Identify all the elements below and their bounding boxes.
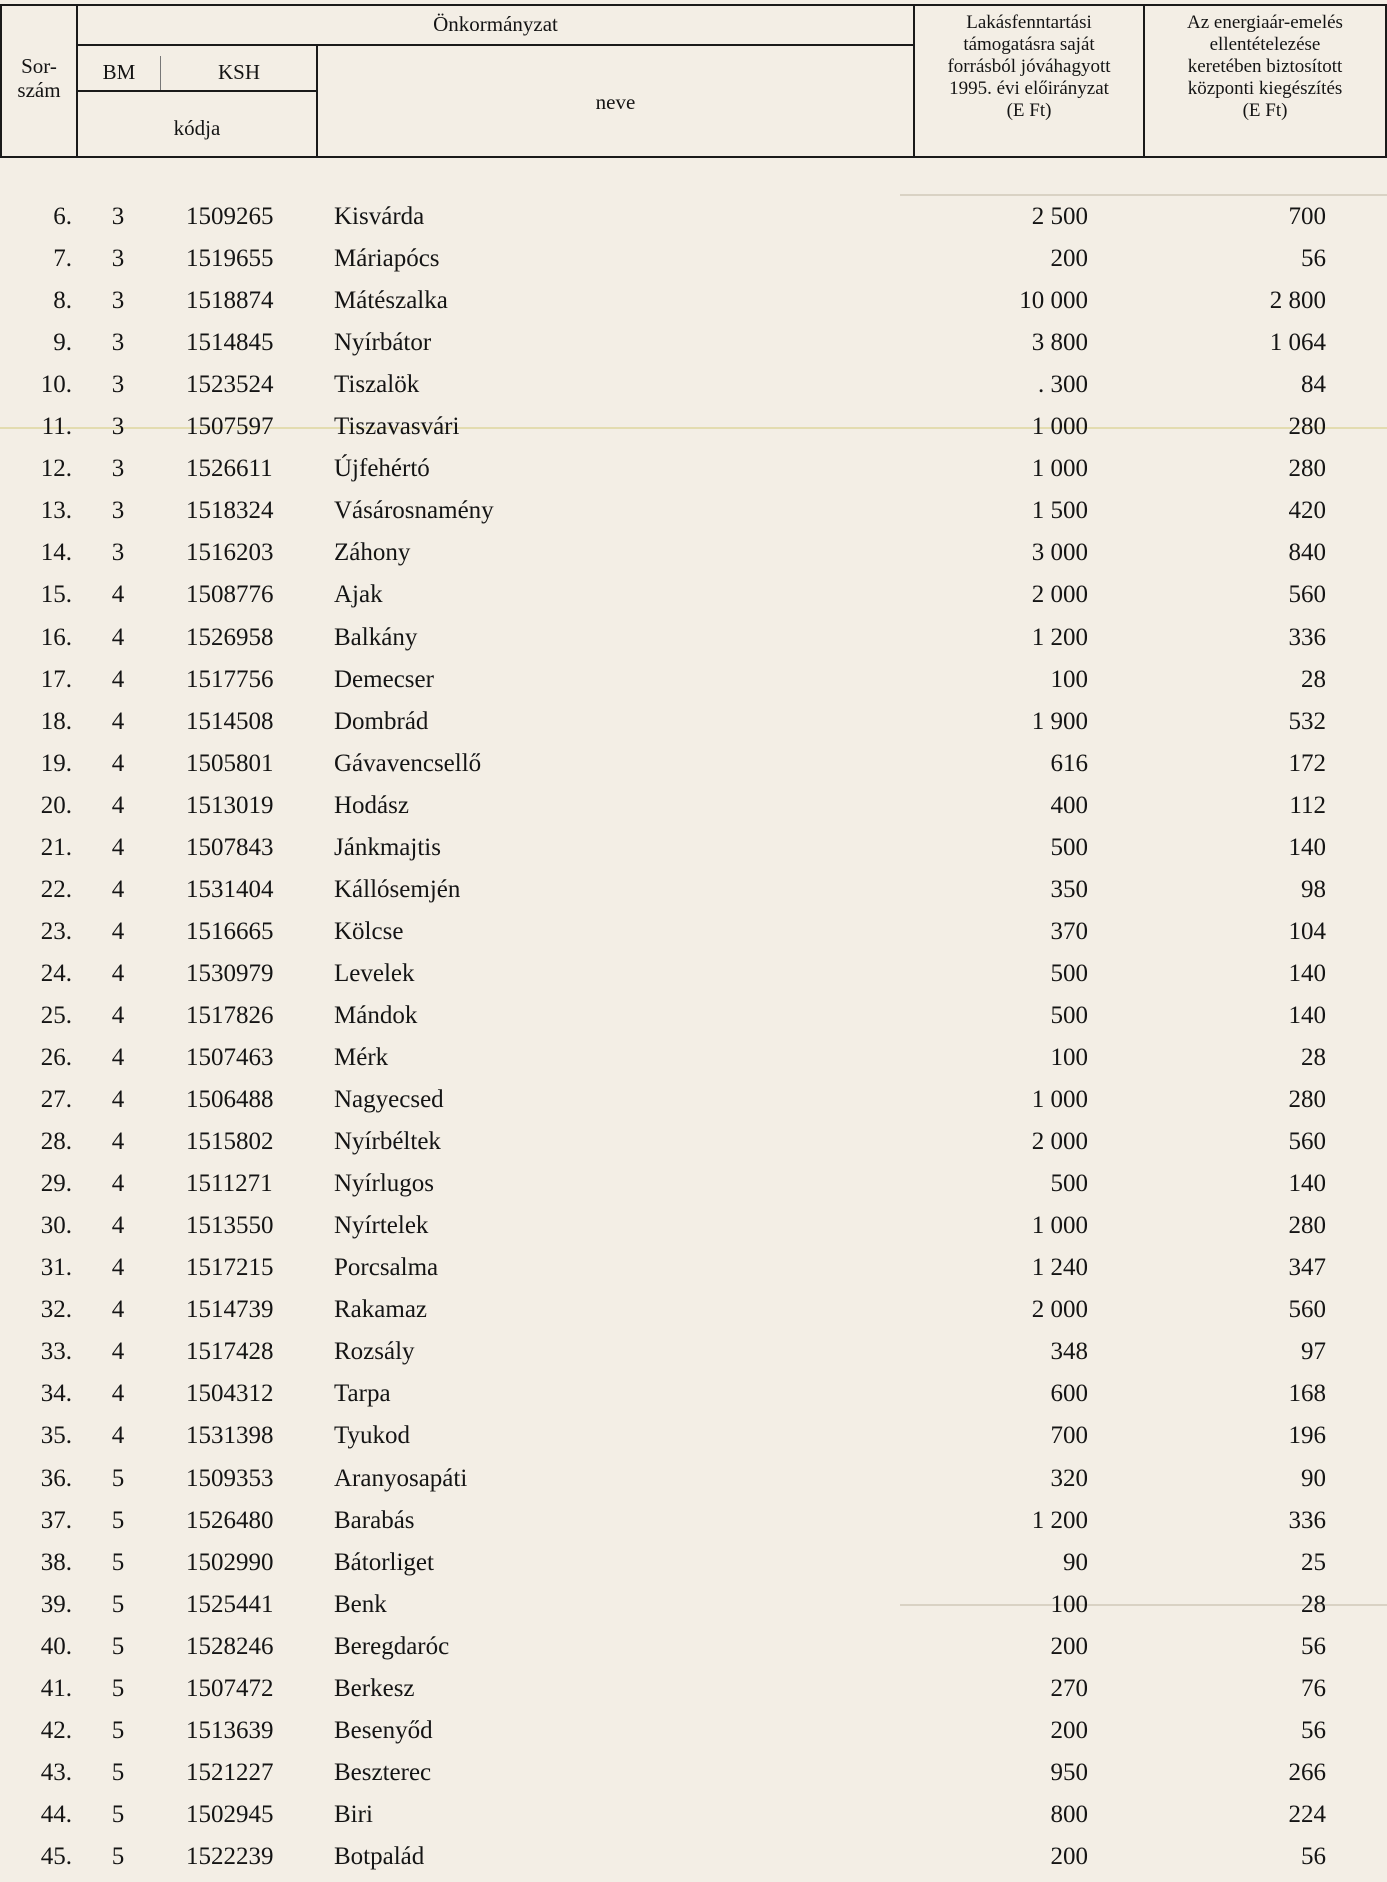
row-sorszam: 26. <box>40 1044 72 1071</box>
row-sorszam: 6. <box>53 203 72 230</box>
row-name: Bátorliget <box>334 1548 434 1576</box>
row-value-a: 100 <box>1050 665 1088 693</box>
table-row <box>0 1500 1387 1542</box>
row-value-a: 3 800 <box>1031 329 1088 357</box>
row-bm: 4 <box>111 917 125 945</box>
row-value-a: 500 <box>1050 1170 1088 1198</box>
row-name: Kisvárda <box>334 203 425 230</box>
table-header <box>0 4 1387 158</box>
row-value-b: 532 <box>1288 707 1326 735</box>
row-name: Jánkmajtis <box>334 833 441 861</box>
row-ksh-code: 1508776 <box>186 581 274 609</box>
row-bm: 3 <box>111 455 125 483</box>
row-sorszam: 25. <box>40 1001 72 1029</box>
row-value-b: 104 <box>1288 917 1326 945</box>
table-row <box>0 1794 1387 1836</box>
row-bm: 4 <box>111 1338 125 1366</box>
row-bm: 4 <box>111 749 125 777</box>
row-bm: 4 <box>111 1170 125 1198</box>
row-ksh-code: 1514739 <box>186 1296 274 1324</box>
row-value-b: 560 <box>1288 581 1326 609</box>
row-bm: 3 <box>111 497 125 525</box>
row-sorszam: 42. <box>40 1716 72 1744</box>
row-name: Botpalád <box>334 1842 425 1870</box>
row-value-b: 280 <box>1288 1086 1326 1114</box>
row-sorszam: 8. <box>53 287 72 315</box>
row-value-a: 950 <box>1050 1758 1088 1786</box>
table-row <box>0 1542 1387 1584</box>
row-name: Kölcse <box>334 917 404 945</box>
row-value-b: 28 <box>1301 1044 1326 1071</box>
row-bm: 4 <box>111 1296 125 1324</box>
row-name: Máriapócs <box>334 245 440 273</box>
table-row <box>0 1205 1387 1247</box>
row-ksh-code: 1502990 <box>186 1548 274 1576</box>
row-ksh-code: 1526480 <box>186 1506 274 1534</box>
row-value-a: 500 <box>1050 1001 1088 1029</box>
row-value-b: 140 <box>1288 1170 1326 1198</box>
row-bm: 4 <box>111 623 125 651</box>
row-sorszam: 18. <box>40 707 72 735</box>
row-value-b: 56 <box>1301 245 1326 273</box>
row-name: Berkesz <box>334 1674 415 1702</box>
row-ksh-code: 1526611 <box>186 455 273 483</box>
table-row <box>0 1458 1387 1500</box>
row-value-b: 347 <box>1288 1254 1326 1282</box>
row-value-a: 1 000 <box>1031 413 1088 441</box>
row-name: Nyírlugos <box>334 1170 434 1198</box>
row-ksh-code: 1507472 <box>186 1674 274 1702</box>
row-ksh-code: 1517756 <box>186 665 274 693</box>
row-bm: 4 <box>111 1380 125 1408</box>
table-row <box>0 1626 1387 1668</box>
row-bm: 3 <box>111 371 125 399</box>
row-name: Porcsalma <box>334 1254 439 1282</box>
row-name: Demecser <box>334 665 434 693</box>
row-bm: 3 <box>111 203 125 230</box>
row-sorszam: 30. <box>40 1212 72 1240</box>
row-value-b: 28 <box>1301 1590 1326 1618</box>
row-value-a: 500 <box>1050 959 1088 987</box>
row-value-a: 2 500 <box>1031 203 1088 230</box>
row-sorszam: 23. <box>40 917 72 945</box>
row-sorszam: 43. <box>40 1758 72 1786</box>
row-bm: 4 <box>111 1422 125 1450</box>
row-value-a: 350 <box>1050 875 1088 903</box>
row-value-a: 500 <box>1050 833 1088 861</box>
row-bm: 5 <box>111 1674 125 1702</box>
table-row <box>0 1247 1387 1289</box>
row-name: Tyukod <box>334 1422 411 1450</box>
row-name: Beregdaróc <box>334 1632 450 1660</box>
row-ksh-code: 1531398 <box>186 1422 274 1450</box>
row-ksh-code: 1528246 <box>186 1632 274 1660</box>
row-value-b: 280 <box>1288 413 1326 441</box>
row-sorszam: 13. <box>40 497 72 525</box>
row-ksh-code: 1522239 <box>186 1842 274 1870</box>
row-value-b: 2 800 <box>1269 287 1326 315</box>
row-value-b: 266 <box>1288 1758 1326 1786</box>
row-name: Nyírtelek <box>334 1212 429 1240</box>
row-sorszam: 35. <box>40 1422 72 1450</box>
row-bm: 5 <box>111 1800 125 1828</box>
row-value-a: 1 000 <box>1031 1086 1088 1114</box>
row-ksh-code: 1518324 <box>186 497 274 525</box>
row-value-a: 348 <box>1050 1338 1088 1366</box>
row-ksh-code: 1509353 <box>186 1464 274 1492</box>
row-bm: 4 <box>111 875 125 903</box>
row-value-b: 140 <box>1288 833 1326 861</box>
row-value-b: 420 <box>1288 497 1326 525</box>
row-bm: 3 <box>111 329 125 357</box>
row-value-b: 112 <box>1289 791 1326 819</box>
row-bm: 3 <box>111 413 125 441</box>
row-sorszam: 28. <box>40 1128 72 1156</box>
row-value-b: 280 <box>1288 455 1326 483</box>
row-value-a: 400 <box>1050 791 1088 819</box>
row-sorszam: 38. <box>40 1548 72 1576</box>
row-ksh-code: 1513550 <box>186 1212 274 1240</box>
row-value-b: 84 <box>1301 371 1326 399</box>
row-sorszam: 7. <box>53 245 72 273</box>
row-value-b: 336 <box>1288 623 1326 651</box>
row-name: Biri <box>334 1800 373 1828</box>
row-value-b: 56 <box>1301 1842 1326 1870</box>
row-sorszam: 11. <box>41 413 72 441</box>
row-ksh-code: 1513019 <box>186 791 274 819</box>
table-row <box>0 574 1387 616</box>
row-sorszam: 34. <box>40 1380 72 1408</box>
table-row <box>0 659 1387 701</box>
row-ksh-code: 1502945 <box>186 1800 274 1828</box>
row-value-a: 1 000 <box>1031 455 1088 483</box>
table-row <box>0 995 1387 1037</box>
row-value-b: 56 <box>1301 1716 1326 1744</box>
table-row <box>0 238 1387 280</box>
row-bm: 4 <box>111 665 125 693</box>
row-name: Nyírbéltek <box>334 1128 441 1156</box>
row-ksh-code: 1514845 <box>186 329 274 357</box>
row-value-a: 100 <box>1050 1044 1088 1071</box>
table-row <box>0 490 1387 532</box>
row-sorszam: 9. <box>53 329 72 357</box>
row-ksh-code: 1519655 <box>186 245 274 273</box>
row-name: Kállósemjén <box>334 875 461 903</box>
row-name: Mátészalka <box>334 287 448 315</box>
table-row <box>0 869 1387 911</box>
row-name: Barabás <box>334 1506 415 1534</box>
row-value-b: 172 <box>1288 749 1326 777</box>
row-sorszam: 31. <box>40 1254 72 1282</box>
row-ksh-code: 1507597 <box>186 413 274 441</box>
row-value-b: 140 <box>1288 959 1326 987</box>
row-ksh-code: 1506488 <box>186 1086 274 1114</box>
row-name: Gávavencsellő <box>334 749 482 777</box>
row-ksh-code: 1507463 <box>186 1044 274 1071</box>
row-bm: 4 <box>111 707 125 735</box>
row-ksh-code: 1514508 <box>186 707 274 735</box>
row-bm: 5 <box>111 1758 125 1786</box>
row-sorszam: 12. <box>40 455 72 483</box>
row-value-a: 2 000 <box>1031 1128 1088 1156</box>
row-bm: 4 <box>111 1212 125 1240</box>
row-name: Rakamaz <box>334 1296 428 1324</box>
row-ksh-code: 1526958 <box>186 623 274 651</box>
row-value-b: 25 <box>1301 1548 1326 1576</box>
table-row <box>0 1331 1387 1373</box>
table-row <box>0 448 1387 490</box>
row-name: Tarpa <box>334 1380 391 1408</box>
row-value-a: 700 <box>1050 1422 1088 1450</box>
row-ksh-code: 1513639 <box>186 1716 274 1744</box>
header-neve: neve <box>595 90 636 114</box>
row-ksh-code: 1517826 <box>186 1001 274 1029</box>
row-name: Nyírbátor <box>334 329 432 357</box>
row-value-a: 616 <box>1050 749 1088 777</box>
row-value-a: 2 000 <box>1031 1296 1088 1324</box>
row-value-a: 1 000 <box>1031 1212 1088 1240</box>
row-sorszam: 41. <box>40 1674 72 1702</box>
row-value-b: 97 <box>1301 1338 1326 1366</box>
table-row <box>0 1037 1387 1079</box>
row-ksh-code: 1523524 <box>186 371 274 399</box>
row-name: Tiszavasvári <box>334 413 460 441</box>
row-bm: 5 <box>111 1590 125 1618</box>
row-value-a: 1 200 <box>1031 1506 1088 1534</box>
row-value-b: 98 <box>1301 875 1326 903</box>
row-sorszam: 15. <box>40 581 72 609</box>
row-ksh-code: 1505801 <box>186 749 274 777</box>
row-value-b: 840 <box>1288 539 1326 567</box>
row-sorszam: 14. <box>40 539 72 567</box>
row-value-b: 196 <box>1288 1422 1326 1450</box>
row-sorszam: 17. <box>40 665 72 693</box>
row-bm: 4 <box>111 959 125 987</box>
row-value-b: 140 <box>1288 1001 1326 1029</box>
row-bm: 4 <box>111 1086 125 1114</box>
row-bm: 4 <box>111 1254 125 1282</box>
row-name: Nagyecsed <box>334 1086 444 1114</box>
row-bm: 5 <box>111 1632 125 1660</box>
row-bm: 3 <box>111 287 125 315</box>
row-ksh-code: 1517428 <box>186 1338 274 1366</box>
row-value-a: 100 <box>1050 1590 1088 1618</box>
row-name: Mándok <box>334 1001 418 1029</box>
row-value-b: 560 <box>1288 1296 1326 1324</box>
row-value-a: 1 900 <box>1031 707 1088 735</box>
header-onkormanyzat: Önkormányzat <box>433 12 558 36</box>
row-sorszam: 10. <box>40 371 72 399</box>
row-value-b: 1 064 <box>1269 329 1326 357</box>
row-name: Besenyőd <box>334 1716 433 1744</box>
table-row <box>0 743 1387 785</box>
row-sorszam: 33. <box>40 1338 72 1366</box>
row-value-a: 200 <box>1050 1632 1088 1660</box>
header-col-a: Lakásfenntartási támogatásra saját forrásból jóváhagyott 1995. évi előirányzat (E Ft) <box>947 12 1111 121</box>
row-bm: 4 <box>111 1044 125 1071</box>
row-sorszam: 40. <box>40 1632 72 1660</box>
table-row <box>0 827 1387 869</box>
row-bm: 5 <box>111 1842 125 1870</box>
table-row <box>0 617 1387 659</box>
row-value-a: 270 <box>1050 1674 1088 1702</box>
row-value-a: 90 <box>1063 1548 1088 1576</box>
row-ksh-code: 1509265 <box>186 203 274 230</box>
row-value-a: 1 200 <box>1031 623 1088 651</box>
table-row <box>0 1079 1387 1121</box>
row-ksh-code: 1515802 <box>186 1128 274 1156</box>
header-col-b: Az energiaár-emelés ellentételezése keretében biztosított központi kiegészítés (E Ft) <box>1187 12 1343 121</box>
row-value-b: 56 <box>1301 1632 1326 1660</box>
row-value-b: 560 <box>1288 1128 1326 1156</box>
header-ksh: KSH <box>217 60 260 84</box>
row-value-a: 370 <box>1050 917 1088 945</box>
row-value-a: 3 000 <box>1031 539 1088 567</box>
row-sorszam: 22. <box>40 875 72 903</box>
table-row <box>0 1752 1387 1794</box>
table-row <box>0 1163 1387 1205</box>
row-bm: 5 <box>111 1716 125 1744</box>
row-sorszam: 20. <box>40 791 72 819</box>
row-bm: 5 <box>111 1506 125 1534</box>
table-row <box>0 1710 1387 1752</box>
row-sorszam: 44. <box>40 1800 72 1828</box>
row-name: Hodász <box>334 791 409 819</box>
row-sorszam: 27. <box>40 1086 72 1114</box>
row-value-a: 1 500 <box>1031 497 1088 525</box>
table-row <box>0 322 1387 364</box>
row-value-a: 200 <box>1050 1716 1088 1744</box>
row-name: Levelek <box>334 959 415 987</box>
table-row <box>0 280 1387 322</box>
row-value-a: 1 240 <box>1031 1254 1088 1282</box>
row-value-b: 168 <box>1288 1380 1326 1408</box>
row-value-b: 28 <box>1301 665 1326 693</box>
header-bm: BM <box>102 60 136 84</box>
row-bm: 4 <box>111 1128 125 1156</box>
table-row <box>0 1121 1387 1163</box>
row-ksh-code: 1516203 <box>186 539 274 567</box>
row-sorszam: 21. <box>40 833 72 861</box>
row-ksh-code: 1516665 <box>186 917 274 945</box>
row-value-b: 76 <box>1301 1674 1326 1702</box>
row-value-a: 2 000 <box>1031 581 1088 609</box>
row-value-b: 224 <box>1288 1800 1326 1828</box>
row-name: Tiszalök <box>334 371 420 399</box>
row-ksh-code: 1518874 <box>186 287 274 315</box>
row-ksh-code: 1511271 <box>186 1170 273 1198</box>
row-value-a: 600 <box>1050 1380 1088 1408</box>
row-sorszam: 32. <box>40 1296 72 1324</box>
table-row <box>0 911 1387 953</box>
row-ksh-code: 1507843 <box>186 833 274 861</box>
row-value-a: 800 <box>1050 1800 1088 1828</box>
row-ksh-code: 1504312 <box>186 1380 274 1408</box>
row-name: Benk <box>334 1590 387 1618</box>
table-row <box>0 406 1387 448</box>
row-value-b: 90 <box>1301 1464 1326 1492</box>
row-sorszam: 37. <box>40 1506 72 1534</box>
row-sorszam: 39. <box>40 1590 72 1618</box>
row-name: Újfehértó <box>334 455 430 483</box>
row-value-a: 10 000 <box>1019 287 1088 315</box>
row-ksh-code: 1517215 <box>186 1254 274 1282</box>
table-row <box>0 701 1387 743</box>
table-row <box>0 532 1387 574</box>
row-value-a: 200 <box>1050 245 1088 273</box>
row-bm: 4 <box>111 1001 125 1029</box>
row-ksh-code: 1521227 <box>186 1758 274 1786</box>
row-name: Aranyosapáti <box>334 1464 468 1492</box>
row-sorszam: 45. <box>40 1842 72 1870</box>
row-sorszam: 36. <box>40 1464 72 1492</box>
row-ksh-code: 1530979 <box>186 959 274 987</box>
row-bm: 5 <box>111 1464 125 1492</box>
row-value-a: 200 <box>1050 1842 1088 1870</box>
table-row <box>0 1373 1387 1415</box>
row-value-a: 320 <box>1050 1464 1088 1492</box>
row-bm: 3 <box>111 245 125 273</box>
row-bm: 4 <box>111 581 125 609</box>
row-bm: 4 <box>111 833 125 861</box>
table-row <box>0 1415 1387 1457</box>
table-row <box>0 1584 1387 1626</box>
row-value-b: 336 <box>1288 1506 1326 1534</box>
row-name: Dombrád <box>334 707 429 735</box>
table-row <box>0 1668 1387 1710</box>
row-bm: 4 <box>111 791 125 819</box>
table-row <box>0 1289 1387 1331</box>
table-row <box>0 1836 1387 1878</box>
row-name: Ajak <box>334 581 383 609</box>
row-name: Mérk <box>334 1044 389 1071</box>
row-sorszam: 24. <box>40 959 72 987</box>
row-sorszam: 19. <box>40 749 72 777</box>
row-value-b: 700 <box>1288 203 1326 230</box>
table-row <box>0 364 1387 406</box>
row-sorszam: 16. <box>40 623 72 651</box>
table-row <box>0 196 1387 238</box>
row-bm: 3 <box>111 539 125 567</box>
row-value-b: 280 <box>1288 1212 1326 1240</box>
row-name: Vásárosnamény <box>334 497 494 525</box>
row-bm: 5 <box>111 1548 125 1576</box>
row-value-a: . 300 <box>1038 371 1088 399</box>
table-row <box>0 953 1387 995</box>
row-ksh-code: 1531404 <box>186 875 274 903</box>
row-name: Rozsály <box>334 1338 415 1366</box>
row-name: Balkány <box>334 623 418 651</box>
header-sorszam: Sor- szám <box>17 54 61 102</box>
row-name: Beszterec <box>334 1758 432 1786</box>
header-kodja: kódja <box>173 116 221 140</box>
table-row <box>0 785 1387 827</box>
row-ksh-code: 1525441 <box>186 1590 274 1618</box>
row-sorszam: 29. <box>40 1170 72 1198</box>
row-name: Záhony <box>334 539 411 567</box>
